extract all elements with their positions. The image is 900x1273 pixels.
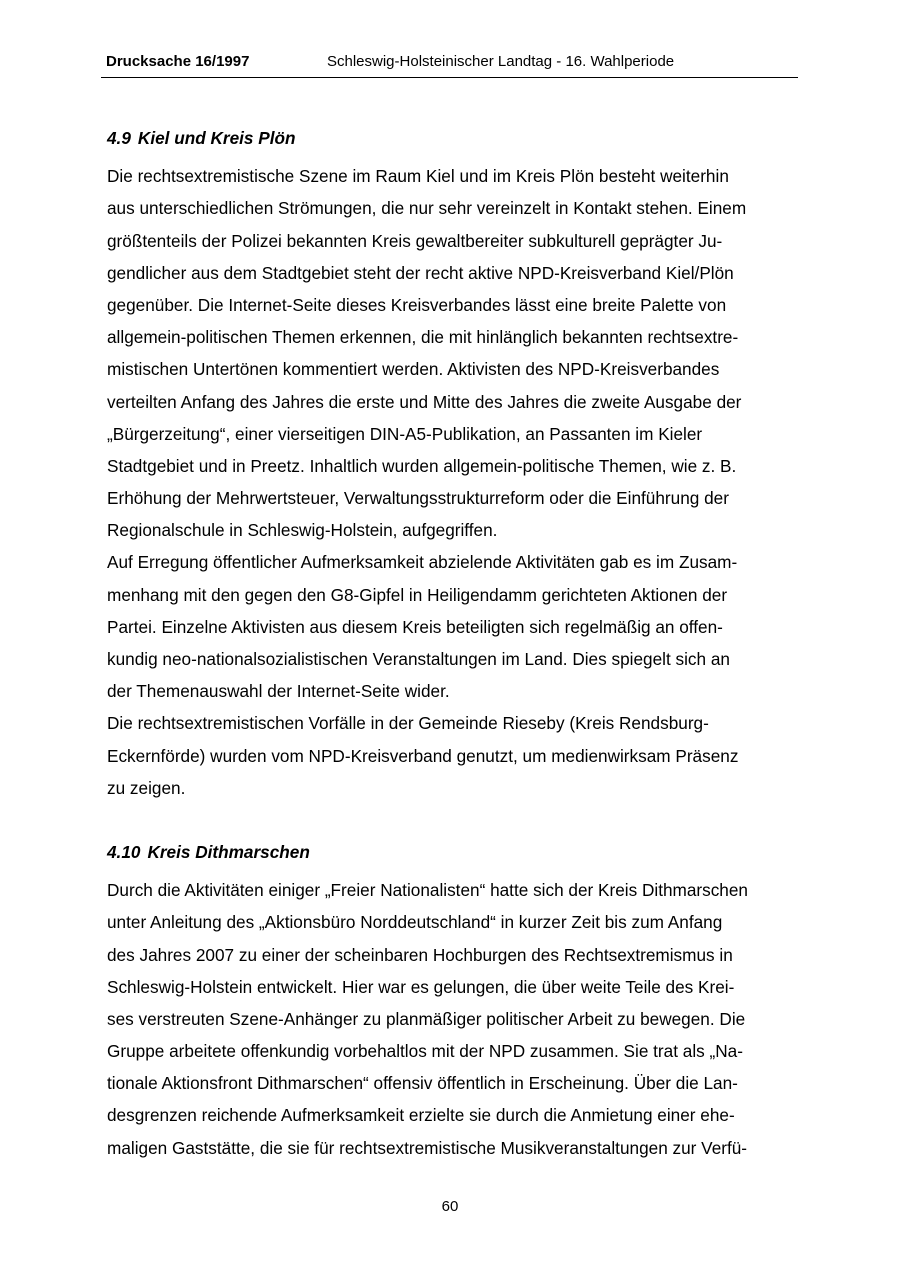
section-dithmarschen	[107, 836, 797, 1164]
text-line: maligen Gaststätte, die sie für rechtsextremistische Musikveranstaltungen zur Verfü-	[107, 1137, 748, 1158]
text-line: Durch die Aktivitäten einiger „Freier Nationalisten“ hatte sich der Kreis Dithmarschen	[107, 880, 748, 901]
page-header	[101, 50, 798, 78]
section-number: 4.10	[107, 841, 141, 862]
text-line: „Bürgerzeitung“, einer vierseitigen DIN-A5-Publikation, an Passanten im Kieler	[107, 423, 703, 444]
text-line: Gruppe arbeitete offenkundig vorbehaltlos mit der NPD zusammen. Sie trat als „Na-	[107, 1041, 743, 1062]
text-line: verteilten Anfang des Jahres die erste und Mitte des Jahres die zweite Ausgabe der	[107, 391, 742, 412]
text-line: kundig neo-nationalsozialistischen Veranstaltungen im Land. Dies spiegelt sich an	[107, 649, 730, 670]
section-title: Kiel und Kreis Plön	[137, 128, 296, 148]
text-line: Erhöhung der Mehrwertsteuer, Verwaltungsstrukturreform oder die Einführung der	[107, 488, 729, 509]
text-line: aus unterschiedlichen Strömungen, die nur sehr vereinzelt in Kontakt stehen. Einem	[107, 198, 747, 219]
text-line: Regionalschule in Schleswig-Holstein, aufgegriffen.	[107, 520, 498, 541]
text-line: Stadtgebiet und in Preetz. Inhaltlich wurden allgemein-politische Themen, wie z. B.	[107, 455, 737, 476]
section-body	[107, 160, 797, 804]
text-line: Eckernförde) wurden vom NPD-Kreisverband genutzt, um medienwirksam Präsenz	[107, 745, 739, 766]
section-title: Kreis Dithmarschen	[147, 841, 310, 862]
section-kiel-ploen	[107, 122, 797, 804]
text-line: Die rechtsextremistischen Vorfälle in der Gemeinde Rieseby (Kreis Rendsburg-	[107, 713, 709, 734]
section-spacer	[107, 804, 797, 836]
text-line: der Themenauswahl der Internet-Seite wider.	[107, 681, 450, 702]
text-line: desgrenzen reichende Aufmerksamkeit erzielte sie durch die Anmietung einer ehe-	[107, 1105, 735, 1126]
parliament-title: Schleswig-Holsteinischer Landtag - 16. Wahlperiode	[327, 53, 675, 70]
text-line: des Jahres 2007 zu einer der scheinbaren Hochburgen des Rechtsextremismus in	[107, 944, 733, 965]
text-line: größtenteils der Polizei bekannten Kreis gewaltbereiter subkulturell geprägter Ju-	[107, 230, 723, 251]
text-line: Die rechtsextremistische Szene im Raum Kiel und im Kreis Plön besteht weiterhin	[107, 166, 729, 187]
text-line: zu zeigen.	[107, 777, 186, 798]
document-number: Drucksache 16/1997	[106, 53, 250, 70]
text-line: gegenüber. Die Internet-Seite dieses Kreisverbandes lässt eine breite Palette von	[107, 294, 727, 315]
text-line: Partei. Einzelne Aktivisten aus diesem Kreis beteiligten sich regelmäßig an offen-	[107, 616, 723, 637]
text-line: tionale Aktionsfront Dithmarschen“ offensiv öffentlich in Erscheinung. Über die Lan-	[107, 1073, 738, 1094]
text-line: gendlicher aus dem Stadtgebiet steht der recht aktive NPD-Kreisverband Kiel/Plön	[107, 262, 734, 283]
text-line: menhang mit den gegen den G8-Gipfel in Heiligendamm gerichteten Aktionen der	[107, 584, 728, 605]
page-number: 60	[441, 1198, 459, 1215]
text-line: Auf Erregung öffentlicher Aufmerksamkeit abzielende Aktivitäten gab es im Zusam-	[107, 552, 738, 573]
text-line: allgemein-politischen Themen erkennen, die mit hinlänglich bekannten rechtsextre-	[107, 327, 739, 348]
section-body	[107, 874, 797, 1164]
document-content	[107, 122, 797, 1164]
text-line: ses verstreuten Szene-Anhänger zu planmäßiger politischer Arbeit zu bewegen. Die	[107, 1008, 746, 1029]
text-line: mistischen Untertönen kommentiert werden. Aktivisten des NPD-Kreisverbandes	[107, 359, 720, 380]
section-heading	[107, 122, 797, 154]
text-line: unter Anleitung des „Aktionsbüro Norddeutschland“ in kurzer Zeit bis zum Anfang	[107, 912, 723, 933]
section-number: 4.9	[107, 128, 131, 148]
section-heading	[107, 836, 797, 868]
text-line: Schleswig-Holstein entwickelt. Hier war es gelungen, die über weite Teile des Krei-	[107, 976, 735, 997]
